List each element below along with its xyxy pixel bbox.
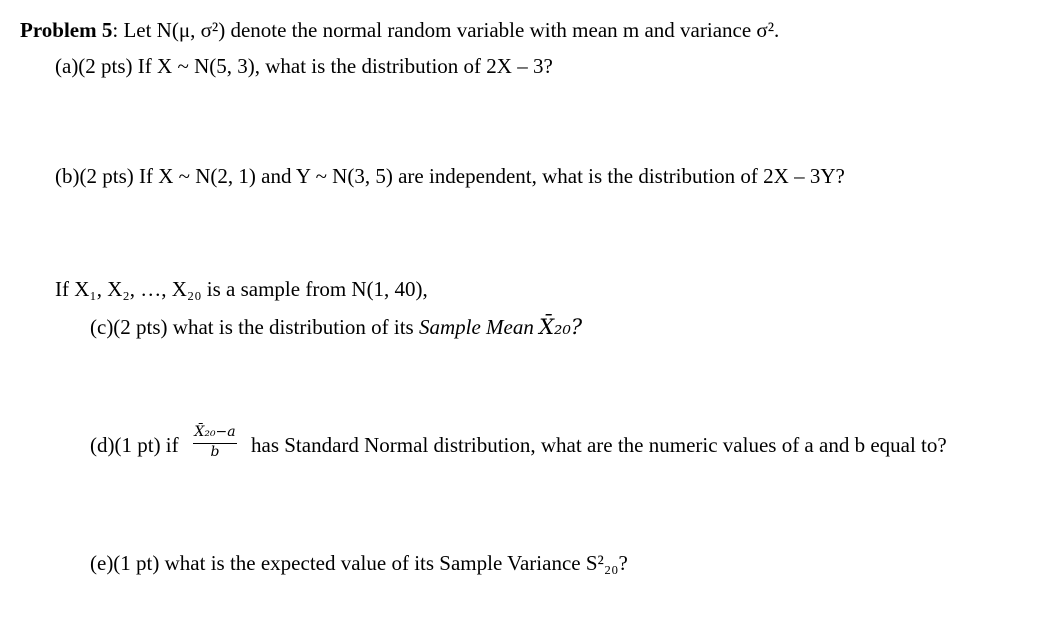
part-e: (e)(1 pt) what is the expected value of its Sample Variance S²₂₀? (90, 551, 628, 575)
fraction-numerator: X̄₂₀−a (194, 424, 236, 440)
problem-header (20, 17, 779, 43)
part-c-symbol: X̄₂₀? (539, 315, 583, 339)
part-a: (a)(2 pts) If X ~ N(5, 3), what is the distribution of 2X – 3? (55, 54, 553, 78)
problem-intro: : Let N(μ, σ²) denote the normal random variable with mean m and variance σ². (112, 18, 780, 42)
sample-intro: If X₁, X₂, …, X₂₀ is a sample from N(1, 40), (55, 277, 428, 301)
part-b: (b)(2 pts) If X ~ N(2, 1) and Y ~ N(3, 5) are independent, what is the distribution of 2X – 3Y? (55, 164, 845, 188)
part-d-suffix: has Standard Normal distribution, what are the numeric values of a and b equal to? (251, 433, 947, 457)
part-c-prefix: (c)(2 pts) what is the distribution of its (90, 315, 419, 339)
part-c-term: Sample Mean (418, 315, 534, 339)
part-d-prefix: (d)(1 pt) if (90, 433, 179, 457)
part-d-fraction (190, 424, 240, 464)
fraction-denominator: b (210, 444, 220, 460)
part-c (90, 314, 582, 340)
problem-title: Problem 5 (20, 18, 113, 42)
